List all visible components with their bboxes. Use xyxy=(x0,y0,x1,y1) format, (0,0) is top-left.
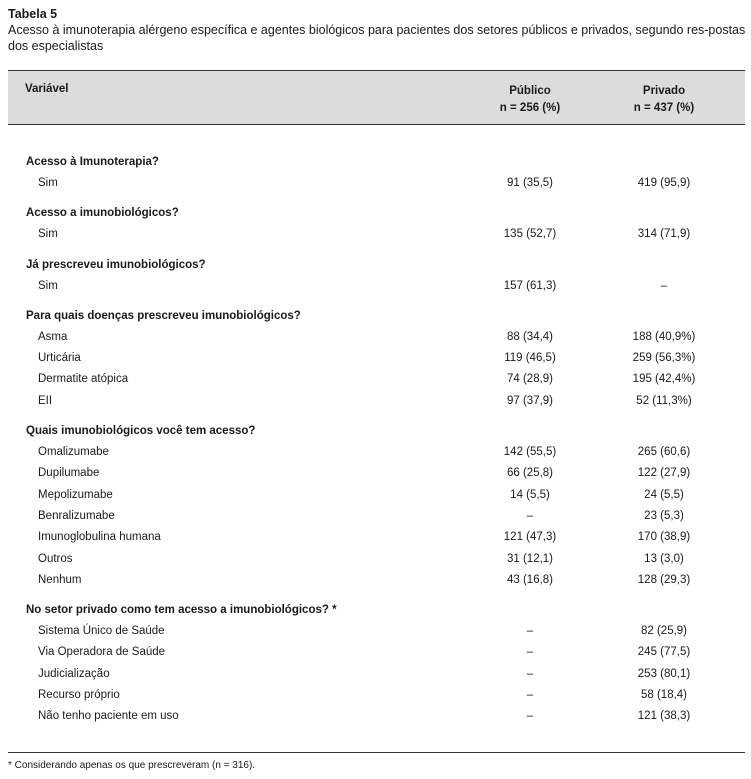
row-private-value: – xyxy=(660,279,668,292)
table-row xyxy=(8,506,745,527)
section-spacer xyxy=(8,194,745,202)
row-private-value: 188 (40,9%) xyxy=(632,330,696,343)
row-label: Sim xyxy=(38,228,58,241)
table-row xyxy=(8,348,745,369)
row-private-value: 122 (27,9) xyxy=(637,467,691,480)
row-label: Dupilumabe xyxy=(38,467,100,480)
table-row xyxy=(8,527,745,548)
table-row xyxy=(8,224,745,245)
row-private-value: 265 (60,6) xyxy=(637,446,691,459)
section-spacer xyxy=(8,591,745,599)
row-label: EII xyxy=(38,394,53,407)
table-section xyxy=(8,305,745,412)
table-section xyxy=(8,202,745,245)
row-public-value: 74 (28,9) xyxy=(506,373,554,386)
row-public-value: 121 (47,3) xyxy=(503,531,557,544)
table-row xyxy=(8,276,745,297)
header-public xyxy=(470,83,590,117)
table-row xyxy=(8,327,745,348)
table-row xyxy=(8,664,745,685)
section-title: Quais imunobiológicos você tem acesso? xyxy=(26,425,256,438)
row-label: Omalizumabe xyxy=(38,446,109,459)
row-public-value: 142 (55,5) xyxy=(503,446,557,459)
row-label: Sim xyxy=(38,279,58,292)
row-label: Não tenho paciente em uso xyxy=(38,710,179,723)
row-private-value: 259 (56,3%) xyxy=(632,352,696,365)
table-bottom-rule xyxy=(8,752,745,753)
row-private-value: 128 (29,3) xyxy=(637,573,691,586)
section-title: No setor privado como tem acesso a imunobiológicos? * xyxy=(26,604,337,617)
row-public-value: – xyxy=(526,667,534,680)
table-footnote: * Considerando apenas os que prescreveram (n = 316). xyxy=(8,760,256,771)
row-private-value: 24 (5,5) xyxy=(644,488,684,501)
section-title: Já prescreveu imunobiológicos? xyxy=(26,258,206,271)
row-public-value: – xyxy=(526,646,534,659)
row-label: Nenhum xyxy=(38,573,82,586)
table-section xyxy=(8,151,745,194)
row-label: Outros xyxy=(38,552,73,565)
row-private-value: 419 (95,9) xyxy=(637,177,691,189)
row-private-value: 170 (38,9) xyxy=(637,531,691,544)
row-label: Imunoglobulina humana xyxy=(38,531,161,544)
header-public-n: n = 256 (%) xyxy=(499,102,561,114)
table-row xyxy=(8,621,745,642)
row-private-value: 23 (5,3) xyxy=(644,509,684,522)
row-label: Sistema Único de Saúde xyxy=(38,625,165,638)
row-label: Benralizumabe xyxy=(38,509,115,522)
row-public-value: 97 (37,9) xyxy=(506,394,554,407)
row-private-value: 195 (42,4%) xyxy=(632,373,696,386)
row-private-value: 52 (11,3%) xyxy=(636,394,692,407)
table-section xyxy=(8,420,745,591)
table-row xyxy=(8,685,745,706)
row-public-value: – xyxy=(526,710,534,723)
row-public-value: 66 (25,8) xyxy=(506,467,554,480)
row-label: Sim xyxy=(38,177,58,189)
row-public-value: – xyxy=(526,509,534,522)
table-row xyxy=(8,391,745,412)
row-label: Recurso próprio xyxy=(38,689,120,702)
section-title: Acesso a imunobiológicos? xyxy=(26,207,179,220)
table-row xyxy=(8,706,745,727)
table-row xyxy=(8,463,745,484)
row-public-value: 88 (34,4) xyxy=(506,330,554,343)
section-spacer xyxy=(8,246,745,254)
row-public-value: 135 (52,7) xyxy=(503,228,557,241)
section-title: Para quais doenças prescreveu imunobiológicos? xyxy=(26,309,301,322)
row-label: Mepolizumabe xyxy=(38,488,113,501)
header-private-n: n = 437 (%) xyxy=(633,102,695,114)
section-spacer xyxy=(8,412,745,420)
table-row xyxy=(8,442,745,463)
row-label: Asma xyxy=(38,330,68,343)
table-row xyxy=(8,549,745,570)
header-private xyxy=(604,83,724,117)
row-public-value: 157 (61,3) xyxy=(503,279,557,292)
row-public-value: – xyxy=(526,625,534,638)
row-public-value: 91 (35,5) xyxy=(506,177,554,189)
header-variable: Variável xyxy=(25,83,69,95)
table-row xyxy=(8,485,745,506)
row-label: Dermatite atópica xyxy=(38,373,129,386)
table-row xyxy=(8,570,745,591)
row-public-value: – xyxy=(526,689,534,702)
table-row xyxy=(8,173,745,194)
row-private-value: 121 (38,3) xyxy=(637,710,691,723)
row-label: Urticária xyxy=(38,352,81,365)
section-title: Acesso à Imunoterapia? xyxy=(26,156,159,168)
row-private-value: 58 (18,4) xyxy=(640,689,688,702)
table-row xyxy=(8,642,745,663)
table-section xyxy=(8,254,745,297)
row-private-value: 245 (77,5) xyxy=(637,646,691,659)
table-body xyxy=(8,125,745,728)
row-label: Judicialização xyxy=(38,667,110,680)
table-label: Tabela 5 xyxy=(8,7,58,21)
row-public-value: 43 (16,8) xyxy=(506,573,554,586)
row-public-value: 119 (46,5) xyxy=(504,352,556,365)
row-label: Via Operadora de Saúde xyxy=(38,646,166,659)
table-description: Acesso à imunoterapia alérgeno específica e agentes biológicos para pacientes dos setores públicos e privados, segundo res-postas dos especialistas xyxy=(8,23,746,53)
data-table xyxy=(8,70,745,728)
table-section xyxy=(8,599,745,727)
table-header xyxy=(8,70,745,125)
header-private-title: Privado xyxy=(642,85,686,97)
table-row xyxy=(8,369,745,390)
row-private-value: 13 (3,0) xyxy=(644,552,684,565)
row-public-value: 14 (5,5) xyxy=(510,488,550,501)
section-spacer xyxy=(8,297,745,305)
row-private-value: 253 (80,1) xyxy=(637,667,691,680)
row-private-value: 314 (71,9) xyxy=(637,228,691,241)
row-private-value: 82 (25,9) xyxy=(640,625,688,638)
row-public-value: 31 (12,1) xyxy=(506,552,554,565)
header-public-title: Público xyxy=(509,85,551,97)
table-caption xyxy=(8,6,746,54)
